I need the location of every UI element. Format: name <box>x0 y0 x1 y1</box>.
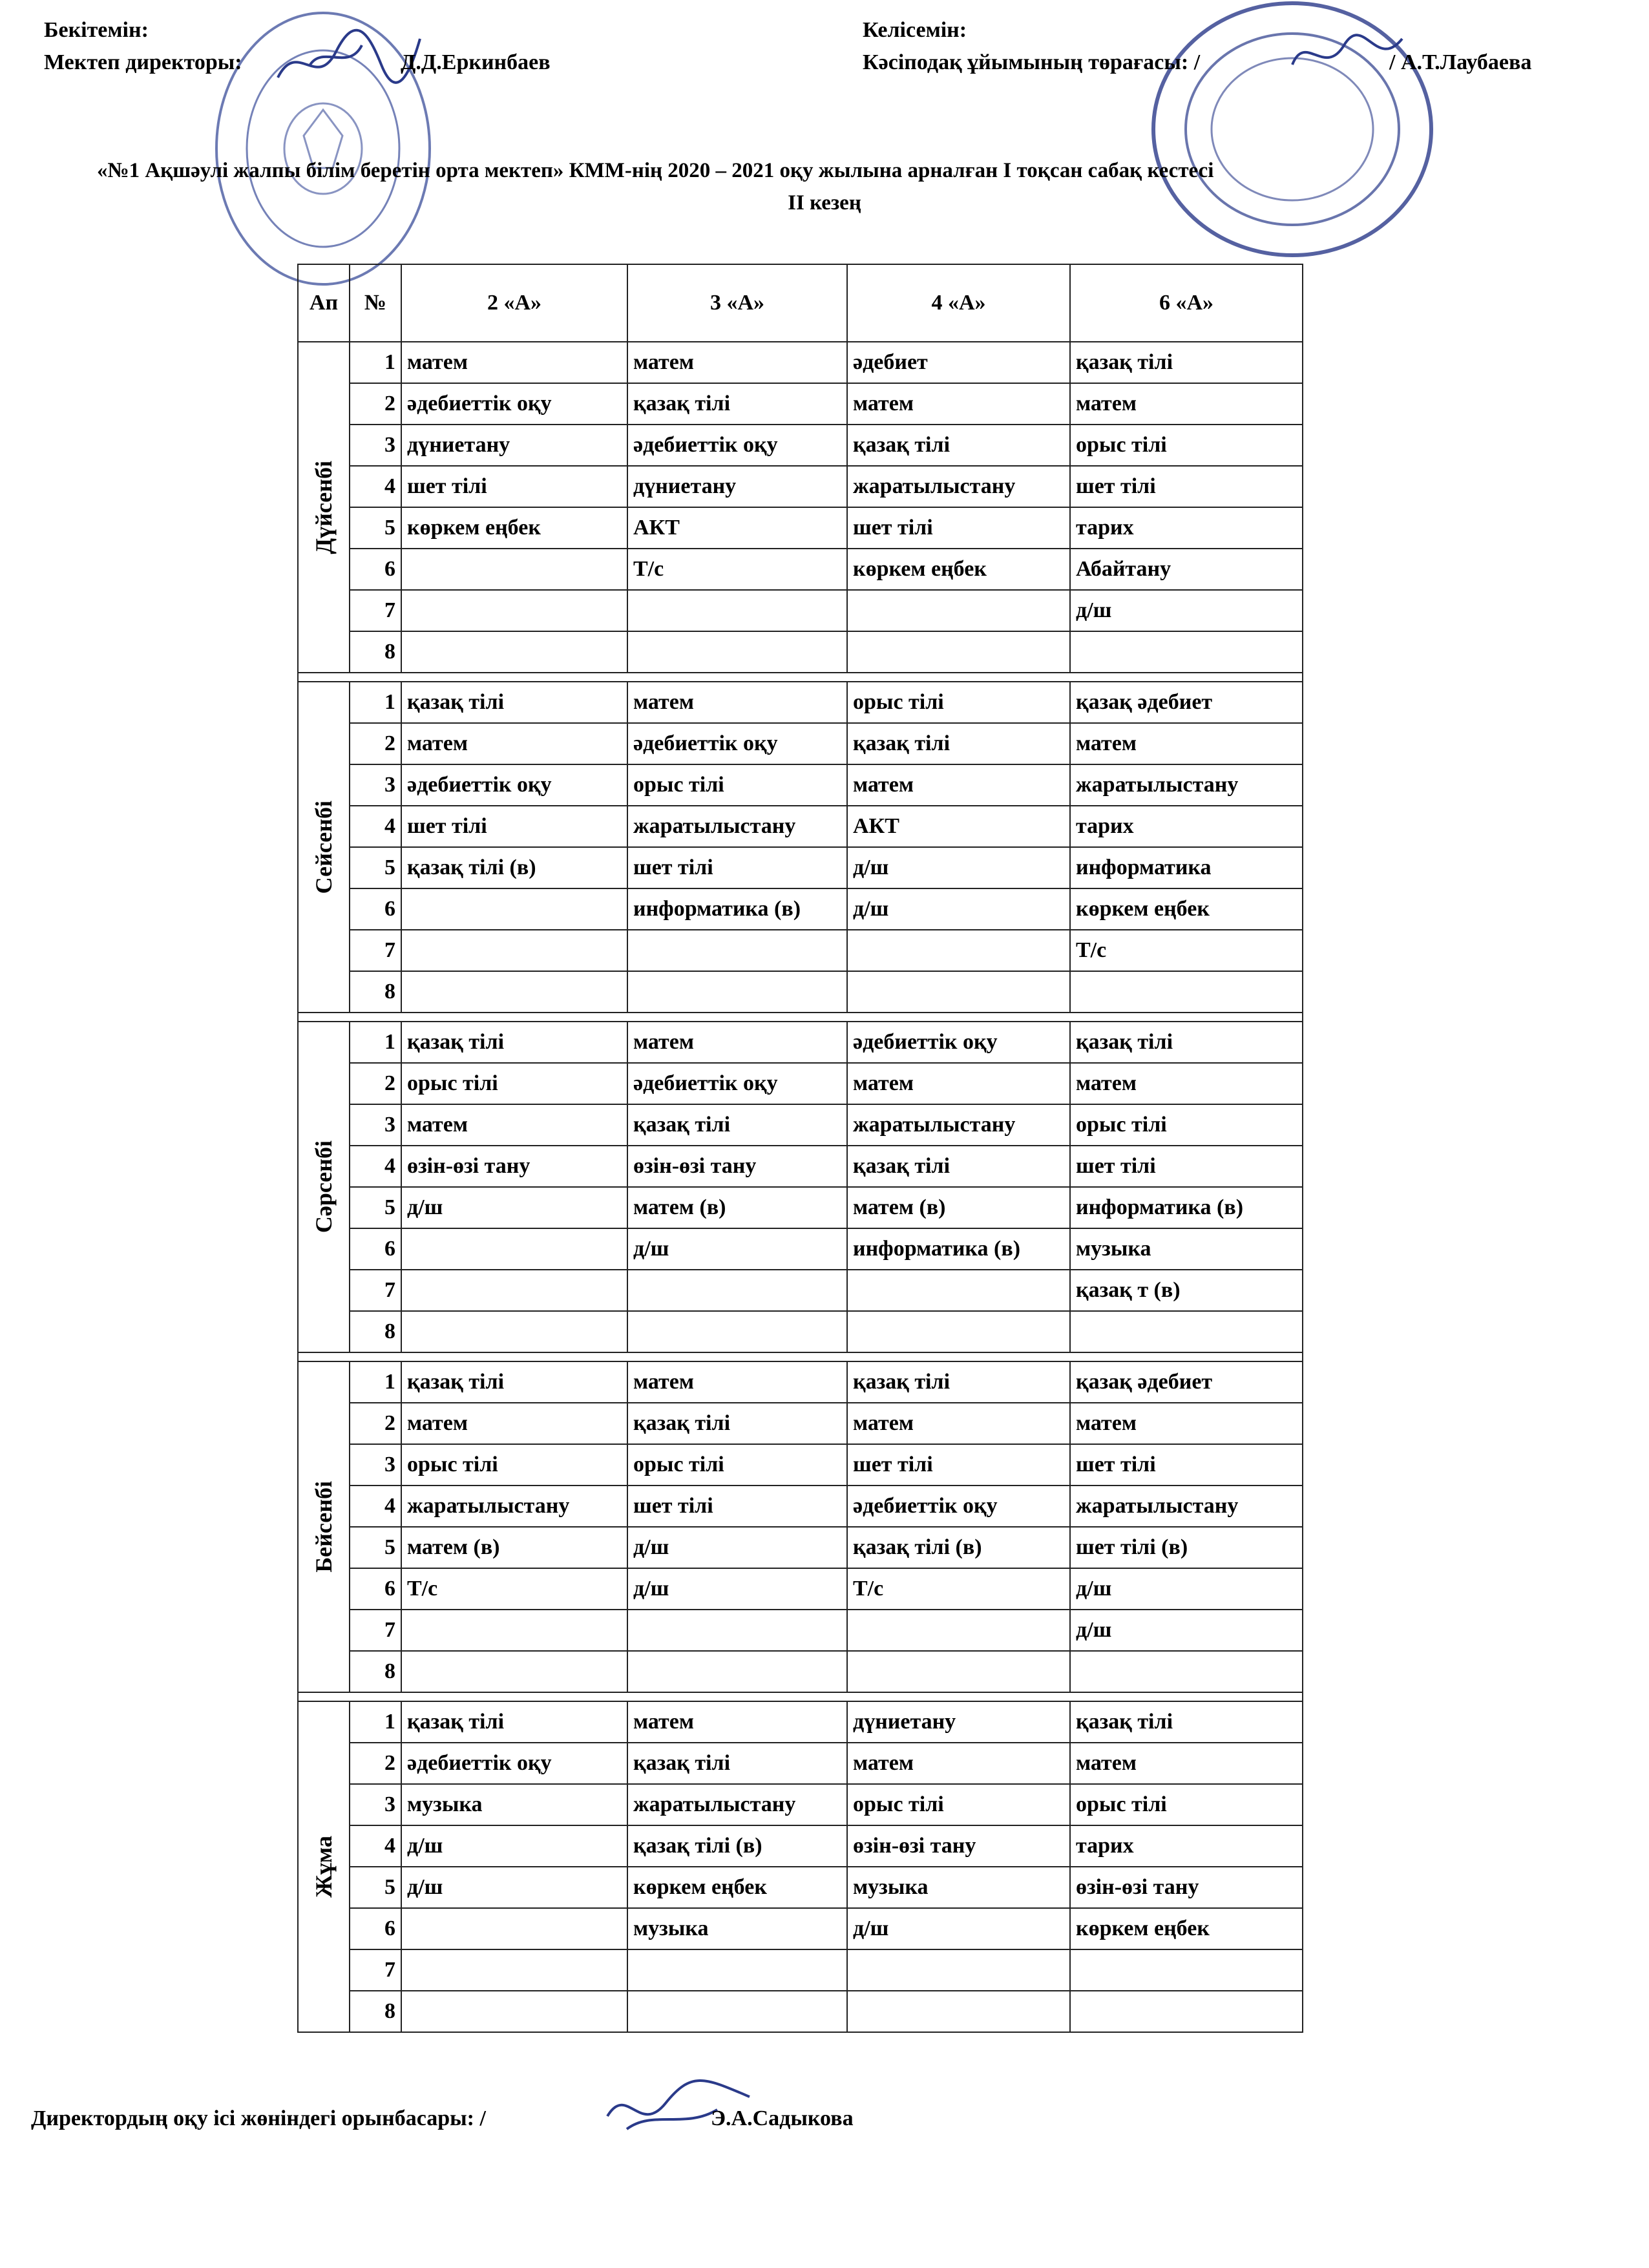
lesson-cell: қазақ тілі (в) <box>401 847 627 888</box>
lesson-cell: орыс тілі <box>627 764 847 806</box>
lesson-number: 2 <box>350 383 401 425</box>
lesson-cell: дүниетану <box>847 1701 1070 1743</box>
lesson-cell <box>401 1991 627 2032</box>
lesson-number: 7 <box>350 1270 401 1311</box>
day-cell <box>298 682 350 1013</box>
day-cell <box>298 1701 350 2032</box>
lesson-cell: әдебиеттік оқу <box>627 723 847 764</box>
table-row <box>298 1187 1303 1228</box>
lesson-cell: орыс тілі <box>847 1784 1070 1825</box>
lesson-cell: информатика (в) <box>1070 1187 1303 1228</box>
day-cell <box>298 342 350 673</box>
lesson-cell: Абайтану <box>1070 549 1303 590</box>
lesson-cell: матем <box>1070 1063 1303 1104</box>
day-separator <box>298 1692 1303 1701</box>
lesson-cell: шет тілі <box>401 466 627 507</box>
lesson-cell <box>847 1311 1070 1352</box>
lesson-cell: музыка <box>1070 1228 1303 1270</box>
lesson-cell: қазақ тілі <box>401 682 627 723</box>
table-row <box>298 1104 1303 1146</box>
lesson-cell: қазақ тілі <box>401 1361 627 1403</box>
schedule-table <box>297 264 1303 2033</box>
lesson-cell: жаратылыстану <box>1070 764 1303 806</box>
deputy-role: Директордың оқу ісі жөніндегі орынбасары: / <box>31 2106 486 2130</box>
lesson-number: 3 <box>350 1444 401 1486</box>
lesson-cell <box>847 1610 1070 1651</box>
lesson-cell: матем (в) <box>847 1187 1070 1228</box>
lesson-cell: д/ш <box>401 1825 627 1867</box>
lesson-cell: өзін-өзі тану <box>1070 1867 1303 1908</box>
day-cell <box>298 1361 350 1692</box>
col-class-header: 2 «А» <box>401 264 627 342</box>
lesson-cell: қазақ тілі <box>627 1104 847 1146</box>
lesson-cell: матем <box>627 1701 847 1743</box>
lesson-cell: д/ш <box>627 1568 847 1610</box>
lesson-cell: әдебиеттік оқу <box>401 383 627 425</box>
lesson-cell: информатика <box>1070 847 1303 888</box>
lesson-cell: матем <box>847 764 1070 806</box>
lesson-cell: д/ш <box>401 1187 627 1228</box>
lesson-cell: қазақ т (в) <box>1070 1270 1303 1311</box>
lesson-cell: д/ш <box>401 1867 627 1908</box>
lesson-number: 3 <box>350 1784 401 1825</box>
lesson-cell <box>401 930 627 971</box>
lesson-cell: матем <box>401 342 627 383</box>
lesson-cell: д/ш <box>1070 1568 1303 1610</box>
lesson-cell: АКТ <box>627 507 847 549</box>
lesson-number: 3 <box>350 425 401 466</box>
lesson-cell: қазақ тілі <box>627 1403 847 1444</box>
lesson-number: 7 <box>350 930 401 971</box>
col-num-header: № <box>350 264 401 342</box>
col-class-header: 6 «А» <box>1070 264 1303 342</box>
table-row <box>298 1825 1303 1867</box>
lesson-number: 6 <box>350 888 401 930</box>
day-separator <box>298 673 1303 682</box>
table-row <box>298 1444 1303 1486</box>
lesson-cell: д/ш <box>627 1228 847 1270</box>
lesson-cell: д/ш <box>1070 1610 1303 1651</box>
table-row <box>298 425 1303 466</box>
lesson-cell: д/ш <box>847 1908 1070 1949</box>
lesson-cell: музыка <box>847 1867 1070 1908</box>
day-separator <box>298 1013 1303 1022</box>
lesson-number: 4 <box>350 1825 401 1867</box>
lesson-cell: дүниетану <box>627 466 847 507</box>
lesson-cell: қазақ тілі <box>847 425 1070 466</box>
lesson-cell: әдебиеттік оқу <box>627 425 847 466</box>
lesson-cell: матем <box>401 1104 627 1146</box>
table-row <box>298 764 1303 806</box>
lesson-cell: орыс тілі <box>847 682 1070 723</box>
lesson-number: 8 <box>350 1651 401 1692</box>
lesson-cell <box>401 1908 627 1949</box>
lesson-cell <box>847 631 1070 673</box>
lesson-cell: қазақ тілі <box>401 1701 627 1743</box>
lesson-cell: музыка <box>627 1908 847 1949</box>
lesson-number: 1 <box>350 682 401 723</box>
lesson-cell: д/ш <box>627 1527 847 1568</box>
lesson-cell: матем <box>627 1361 847 1403</box>
table-row <box>298 466 1303 507</box>
separator-cell <box>298 1692 1303 1701</box>
agree-label: Келісемін: <box>863 18 967 42</box>
col-class-header: 3 «А» <box>627 264 847 342</box>
lesson-cell: орыс тілі <box>1070 1104 1303 1146</box>
col-class-header: 4 «А» <box>847 264 1070 342</box>
lesson-number: 6 <box>350 549 401 590</box>
lesson-cell: қазақ тілі <box>847 723 1070 764</box>
lesson-cell: әдебиеттік оқу <box>847 1486 1070 1527</box>
lesson-cell <box>401 1610 627 1651</box>
lesson-cell <box>1070 971 1303 1013</box>
lesson-cell <box>401 631 627 673</box>
lesson-cell <box>847 971 1070 1013</box>
table-row <box>298 1651 1303 1692</box>
lesson-cell: әдебиет <box>847 342 1070 383</box>
lesson-number: 4 <box>350 1486 401 1527</box>
lesson-cell: қазақ тілі (в) <box>627 1825 847 1867</box>
lesson-number: 7 <box>350 1949 401 1991</box>
lesson-cell: орыс тілі <box>1070 1784 1303 1825</box>
lesson-cell: Т/с <box>401 1568 627 1610</box>
lesson-cell: информатика (в) <box>627 888 847 930</box>
lesson-cell: әдебиеттік оқу <box>401 764 627 806</box>
lesson-cell: орыс тілі <box>1070 425 1303 466</box>
lesson-number: 8 <box>350 971 401 1013</box>
lesson-number: 1 <box>350 1361 401 1403</box>
lesson-cell: д/ш <box>847 888 1070 930</box>
lesson-cell: қазақ тілі <box>627 383 847 425</box>
table-row <box>298 1701 1303 1743</box>
lesson-number: 3 <box>350 764 401 806</box>
lesson-cell: матем <box>1070 1743 1303 1784</box>
table-row <box>298 590 1303 631</box>
lesson-cell <box>847 1949 1070 1991</box>
day-label: Бейсенбі <box>311 1481 337 1573</box>
lesson-cell: информатика (в) <box>847 1228 1070 1270</box>
lesson-cell <box>401 1270 627 1311</box>
lesson-cell <box>627 1270 847 1311</box>
lesson-number: 7 <box>350 590 401 631</box>
day-label: Дүйсенбі <box>311 460 337 554</box>
table-row <box>298 1610 1303 1651</box>
lesson-cell: өзін-өзі тану <box>847 1825 1070 1867</box>
table-row <box>298 1527 1303 1568</box>
lesson-cell: шет тілі <box>1070 466 1303 507</box>
lesson-cell <box>1070 631 1303 673</box>
lesson-number: 3 <box>350 1104 401 1146</box>
lesson-cell <box>627 1949 847 1991</box>
lesson-cell <box>627 1991 847 2032</box>
lesson-number: 4 <box>350 1146 401 1187</box>
lesson-cell <box>401 888 627 930</box>
separator-cell <box>298 1013 1303 1022</box>
lesson-cell: шет тілі <box>401 806 627 847</box>
lesson-cell <box>847 930 1070 971</box>
lesson-cell <box>847 1651 1070 1692</box>
lesson-cell: қазақ тілі <box>1070 1701 1303 1743</box>
lesson-cell: тарих <box>1070 1825 1303 1867</box>
lesson-cell: матем (в) <box>401 1527 627 1568</box>
lesson-cell: матем (в) <box>627 1187 847 1228</box>
lesson-cell: жаратылыстану <box>1070 1486 1303 1527</box>
table-row <box>298 1361 1303 1403</box>
lesson-cell <box>401 971 627 1013</box>
table-row <box>298 1311 1303 1352</box>
lesson-cell: көркем еңбек <box>1070 888 1303 930</box>
lesson-cell: матем <box>1070 1403 1303 1444</box>
lesson-number: 4 <box>350 466 401 507</box>
table-row <box>298 1403 1303 1444</box>
table-row <box>298 930 1303 971</box>
page-subtitle: ІІ кезең <box>788 191 861 215</box>
lesson-cell: қазақ тілі (в) <box>847 1527 1070 1568</box>
lesson-number: 6 <box>350 1908 401 1949</box>
lesson-cell <box>401 1228 627 1270</box>
table-row <box>298 1784 1303 1825</box>
table-row <box>298 507 1303 549</box>
lesson-cell <box>847 1270 1070 1311</box>
lesson-cell: көркем еңбек <box>627 1867 847 1908</box>
lesson-number: 5 <box>350 1527 401 1568</box>
lesson-cell <box>627 1651 847 1692</box>
lesson-number: 1 <box>350 1701 401 1743</box>
lesson-cell: тарих <box>1070 806 1303 847</box>
table-row <box>298 847 1303 888</box>
lesson-cell: Т/с <box>847 1568 1070 1610</box>
lesson-cell: қазақ тілі <box>1070 342 1303 383</box>
table-row <box>298 383 1303 425</box>
lesson-cell <box>1070 1311 1303 1352</box>
lesson-number: 2 <box>350 1743 401 1784</box>
table-row <box>298 1908 1303 1949</box>
table-row <box>298 806 1303 847</box>
lesson-cell: музыка <box>401 1784 627 1825</box>
lesson-number: 5 <box>350 1187 401 1228</box>
lesson-number: 8 <box>350 631 401 673</box>
lesson-number: 5 <box>350 507 401 549</box>
day-label: Жұма <box>311 1836 337 1898</box>
lesson-cell: матем <box>847 1743 1070 1784</box>
table-row <box>298 1991 1303 2032</box>
table-row <box>298 888 1303 930</box>
lesson-cell: әдебиеттік оқу <box>401 1743 627 1784</box>
lesson-number: 2 <box>350 1063 401 1104</box>
table-row <box>298 1022 1303 1063</box>
lesson-cell <box>847 590 1070 631</box>
lesson-cell: жаратылыстану <box>401 1486 627 1527</box>
lesson-number: 2 <box>350 723 401 764</box>
lesson-cell <box>1070 1651 1303 1692</box>
lesson-cell: матем <box>401 1403 627 1444</box>
lesson-cell <box>627 1311 847 1352</box>
lesson-cell: матем <box>847 383 1070 425</box>
lesson-number: 4 <box>350 806 401 847</box>
lesson-cell: көркем еңбек <box>401 507 627 549</box>
lesson-cell: дүниетану <box>401 425 627 466</box>
lesson-cell: Т/с <box>1070 930 1303 971</box>
lesson-number: 6 <box>350 1228 401 1270</box>
day-label: Сейсенбі <box>311 800 337 894</box>
lesson-cell: жаратылыстану <box>627 1784 847 1825</box>
table-row <box>298 1743 1303 1784</box>
lesson-cell: қазақ тілі <box>847 1361 1070 1403</box>
lesson-cell: жаратылыстану <box>627 806 847 847</box>
lesson-cell <box>401 1311 627 1352</box>
lesson-cell: шет тілі <box>1070 1444 1303 1486</box>
director-role: Мектеп директоры: <box>44 50 242 74</box>
lesson-cell <box>401 1651 627 1692</box>
lesson-cell: матем <box>627 342 847 383</box>
separator-cell <box>298 1352 1303 1361</box>
lesson-cell: орыс тілі <box>401 1063 627 1104</box>
lesson-number: 1 <box>350 342 401 383</box>
page-title: «№1 Ақшәулі жалпы білім беретін орта мектеп» КММ-нің 2020 – 2021 оқу жылына арналған І тоқсан сабақ кестесі <box>97 159 1214 182</box>
lesson-cell: қазақ тілі <box>847 1146 1070 1187</box>
day-separator <box>298 1352 1303 1361</box>
lesson-cell: Т/с <box>627 549 847 590</box>
lesson-cell <box>627 590 847 631</box>
table-row <box>298 1270 1303 1311</box>
lesson-cell: қазақ тілі <box>401 1022 627 1063</box>
col-day-header: Ап <box>298 264 350 342</box>
lesson-cell <box>1070 1991 1303 2032</box>
lesson-number: 5 <box>350 1867 401 1908</box>
lesson-cell: жаратылыстану <box>847 1104 1070 1146</box>
lesson-cell <box>1070 1949 1303 1991</box>
lesson-cell: тарих <box>1070 507 1303 549</box>
table-row <box>298 1228 1303 1270</box>
lesson-cell: қазақ әдебиет <box>1070 1361 1303 1403</box>
table-row <box>298 342 1303 383</box>
lesson-cell <box>627 930 847 971</box>
lesson-number: 8 <box>350 1991 401 2032</box>
table-row <box>298 1867 1303 1908</box>
lesson-cell: орыс тілі <box>401 1444 627 1486</box>
lesson-cell: көркем еңбек <box>847 549 1070 590</box>
lesson-cell: матем <box>1070 383 1303 425</box>
lesson-cell: жаратылыстану <box>847 466 1070 507</box>
lesson-cell <box>401 590 627 631</box>
lesson-cell: әдебиеттік оқу <box>627 1063 847 1104</box>
lesson-cell: матем <box>627 1022 847 1063</box>
union-role: Кәсіподақ ұйымының төрағасы: / <box>863 50 1201 74</box>
lesson-cell: шет тілі <box>627 1486 847 1527</box>
lesson-cell: шет тілі <box>847 1444 1070 1486</box>
lesson-cell: өзін-өзі тану <box>401 1146 627 1187</box>
table-row <box>298 971 1303 1013</box>
separator-cell <box>298 673 1303 682</box>
table-row <box>298 631 1303 673</box>
lesson-cell <box>401 1949 627 1991</box>
day-cell <box>298 1022 350 1352</box>
table-row <box>298 1949 1303 1991</box>
table-row <box>298 1063 1303 1104</box>
lesson-cell <box>627 971 847 1013</box>
lesson-number: 8 <box>350 1311 401 1352</box>
lesson-number: 5 <box>350 847 401 888</box>
lesson-cell: әдебиеттік оқу <box>847 1022 1070 1063</box>
lesson-cell: матем <box>627 682 847 723</box>
table-row <box>298 1568 1303 1610</box>
lesson-cell: матем <box>1070 723 1303 764</box>
lesson-cell: қазақ тілі <box>627 1743 847 1784</box>
lesson-cell: көркем еңбек <box>1070 1908 1303 1949</box>
lesson-number: 7 <box>350 1610 401 1651</box>
lesson-cell <box>847 1991 1070 2032</box>
lesson-cell: матем <box>847 1403 1070 1444</box>
deputy-name: Э.А.Садыкова <box>711 2106 854 2130</box>
lesson-number: 1 <box>350 1022 401 1063</box>
lesson-cell: АКТ <box>847 806 1070 847</box>
lesson-cell: орыс тілі <box>627 1444 847 1486</box>
lesson-cell: қазақ әдебиет <box>1070 682 1303 723</box>
lesson-cell: шет тілі <box>847 507 1070 549</box>
table-row <box>298 1486 1303 1527</box>
lesson-cell <box>627 631 847 673</box>
lesson-number: 6 <box>350 1568 401 1610</box>
lesson-cell: матем <box>401 723 627 764</box>
table-row <box>298 1146 1303 1187</box>
director-name: Д.Д.Еркинбаев <box>401 50 551 74</box>
approve-label: Бекітемін: <box>44 18 149 42</box>
lesson-cell <box>627 1610 847 1651</box>
lesson-cell: д/ш <box>847 847 1070 888</box>
union-chair-name: / А.Т.Лаубаева <box>1389 50 1532 74</box>
table-row <box>298 723 1303 764</box>
lesson-cell: шет тілі <box>1070 1146 1303 1187</box>
lesson-number: 2 <box>350 1403 401 1444</box>
lesson-cell: шет тілі <box>627 847 847 888</box>
day-label: Сәрсенбі <box>311 1140 337 1234</box>
lesson-cell: матем <box>847 1063 1070 1104</box>
lesson-cell: өзін-өзі тану <box>627 1146 847 1187</box>
table-row <box>298 549 1303 590</box>
table-row <box>298 682 1303 723</box>
lesson-cell: шет тілі (в) <box>1070 1527 1303 1568</box>
lesson-cell <box>401 549 627 590</box>
lesson-cell: қазақ тілі <box>1070 1022 1303 1063</box>
lesson-cell: д/ш <box>1070 590 1303 631</box>
table-header-row <box>298 264 1303 342</box>
